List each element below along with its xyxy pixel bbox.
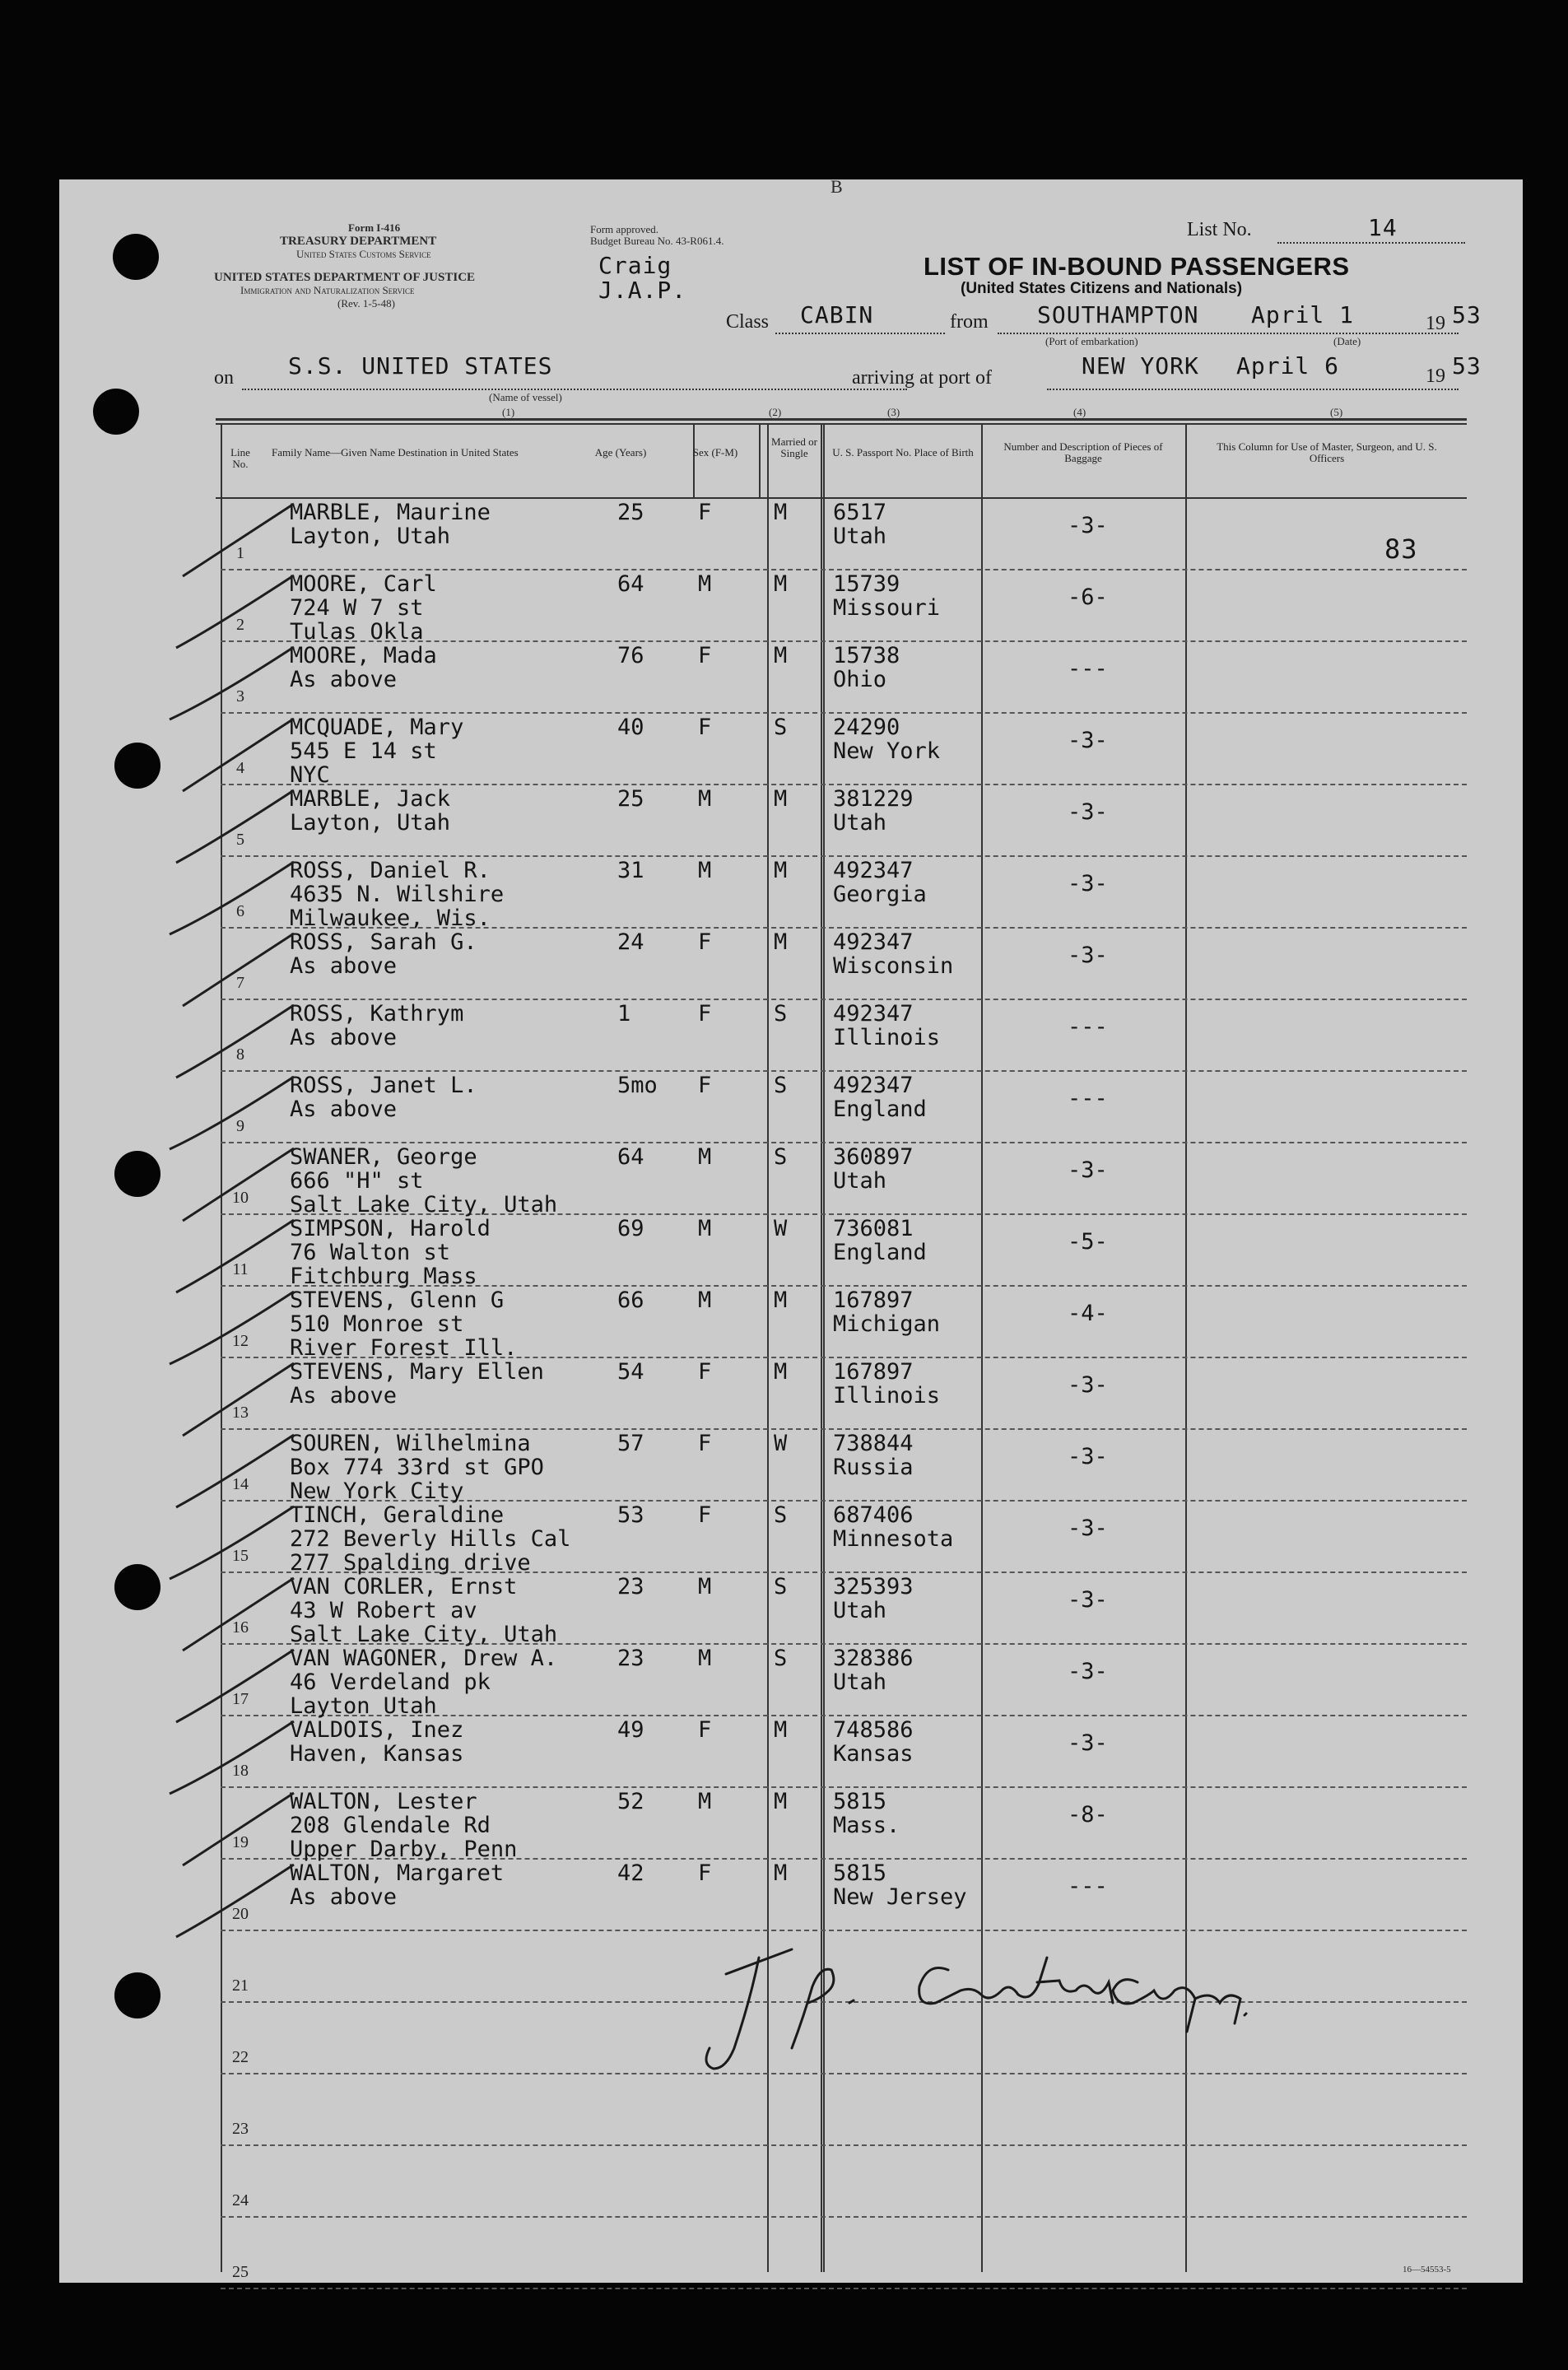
baggage-pieces: -3- [1068, 871, 1108, 896]
baggage-pieces: -3- [1068, 1372, 1108, 1398]
manifest-sheet [59, 176, 1523, 2283]
place-of-birth: Utah [833, 1168, 887, 1194]
line-number: 23 [232, 2120, 249, 2138]
marital-status: S [774, 1502, 788, 1528]
marital-status: M [774, 858, 788, 883]
port-of-embarkation: SOUTHAMPTON [1037, 301, 1199, 328]
passenger-name: VALDOIS, Inez [290, 1717, 464, 1743]
passenger-destination: 724 W 7 st Tulas Okla [290, 595, 424, 645]
passenger-sex: F [698, 1359, 712, 1385]
baggage-pieces: -3- [1068, 728, 1108, 753]
from-label: from [950, 311, 989, 333]
place-of-birth: Mass. [833, 1813, 900, 1838]
year-prefix-1: 19 [1426, 313, 1445, 334]
form-title: LIST OF IN-BOUND PASSENGERS [924, 252, 1350, 281]
line-number: 7 [236, 974, 244, 992]
baggage-pieces: --- [1068, 656, 1108, 682]
embarkation-year: 53 [1452, 301, 1482, 328]
line-number: 4 [236, 759, 244, 777]
passenger-sex: M [698, 1144, 712, 1170]
passenger-sex: F [698, 1001, 712, 1027]
port-embark-caption: (Port of embarkation) [1045, 335, 1138, 347]
baggage-pieces: -4- [1068, 1301, 1108, 1326]
passenger-age: 24 [617, 929, 644, 955]
passenger-age: 40 [617, 715, 644, 740]
form-number: Form I-416 [348, 221, 401, 234]
arrival-date: April 6 [1236, 352, 1340, 379]
passenger-sex: F [698, 715, 712, 740]
passport-number: 748586 [833, 1717, 914, 1743]
baggage-pieces: -3- [1068, 1157, 1108, 1183]
passenger-name: MOORE, Mada [290, 643, 437, 668]
hole-punch [114, 1151, 161, 1197]
check-mark [183, 504, 294, 576]
header-baggage: Number and Description of Pieces of Baggage [1003, 440, 1163, 464]
header-married: Married or Single [771, 435, 817, 459]
passport-number: 738844 [833, 1431, 914, 1456]
passenger-destination: Layton, Utah [290, 810, 451, 836]
passport-number: 360897 [833, 1144, 914, 1170]
row-divider [221, 1786, 1467, 1788]
marital-status: M [774, 643, 788, 668]
arrival-year: 53 [1452, 352, 1482, 379]
line-number: 10 [232, 1189, 249, 1207]
header-sex: Sex (F-M) [692, 446, 738, 459]
check-mark [183, 719, 294, 791]
place-of-birth: Wisconsin [833, 953, 954, 979]
place-of-birth: Utah [833, 1669, 887, 1695]
passenger-destination: 76 Walton st Fitchburg Mass [290, 1240, 477, 1289]
date-caption: (Date) [1333, 335, 1361, 347]
passport-number: 5815 [833, 1860, 887, 1886]
passenger-sex: F [698, 929, 712, 955]
class-value: CABIN [800, 301, 874, 328]
passenger-sex: F [698, 1502, 712, 1528]
passenger-name: STEVENS, Mary Ellen [290, 1359, 544, 1385]
passenger-age: 25 [617, 500, 644, 525]
hole-punch [114, 743, 161, 789]
check-mark [176, 790, 294, 863]
passenger-name: MARBLE, Jack [290, 786, 451, 812]
line-number: 17 [232, 1690, 249, 1708]
passenger-name: SWANER, George [290, 1144, 477, 1170]
header-age: Age (Years) [594, 446, 647, 459]
passenger-name: TINCH, Geraldine [290, 1502, 505, 1528]
line-number: 11 [232, 1260, 249, 1278]
passenger-sex: M [698, 571, 712, 597]
passenger-age: 23 [617, 1574, 644, 1599]
passenger-name: WALTON, Margaret [290, 1860, 505, 1886]
row-divider [221, 2216, 1467, 2218]
header-passport: U. S. Passport No. Place of Birth [832, 446, 974, 459]
passenger-age: 52 [617, 1789, 644, 1814]
passenger-sex: M [698, 858, 712, 883]
year-prefix-2: 19 [1426, 366, 1445, 387]
hole-punch [113, 234, 159, 280]
baggage-pieces: --- [1068, 1014, 1108, 1040]
passenger-sex: M [698, 1216, 712, 1241]
passenger-sex: F [698, 1073, 712, 1098]
place-of-birth: New York [833, 738, 941, 764]
place-of-birth: Kansas [833, 1741, 914, 1767]
passenger-name: VAN CORLER, Ernst [290, 1574, 518, 1599]
marital-status: M [774, 929, 788, 955]
marital-status: S [774, 1001, 788, 1027]
passenger-destination: 545 E 14 st NYC [290, 738, 437, 788]
passenger-sex: F [698, 1431, 712, 1456]
marital-status: M [774, 571, 788, 597]
line-number: 19 [232, 1833, 249, 1851]
line-number: 25 [232, 2263, 249, 2281]
passenger-sex: F [698, 1860, 712, 1886]
check-mark [176, 1435, 294, 1507]
baggage-pieces: -5- [1068, 1229, 1108, 1255]
baggage-pieces: -3- [1068, 1730, 1108, 1756]
vessel-name: S.S. UNITED STATES [288, 352, 553, 379]
check-mark [183, 1793, 294, 1865]
passenger-name: ROSS, Daniel R. [290, 858, 491, 883]
passenger-age: 1 [617, 1001, 631, 1027]
inspector-signature [635, 1925, 1294, 2089]
passenger-destination: Layton, Utah [290, 524, 451, 549]
passenger-sex: M [698, 1646, 712, 1671]
list-no-label: List No. [1187, 219, 1252, 240]
passenger-sex: F [698, 1717, 712, 1743]
baggage-pieces: -3- [1068, 1587, 1108, 1613]
passenger-age: 57 [617, 1431, 644, 1456]
passport-number: 328386 [833, 1646, 914, 1671]
passenger-age: 64 [617, 571, 644, 597]
passport-number: 492347 [833, 1001, 914, 1027]
passport-number: 687406 [833, 1502, 914, 1528]
passenger-age: 5mo [617, 1073, 658, 1098]
form-revision: (Rev. 1-5-48) [337, 297, 395, 310]
check-mark [176, 1650, 294, 1722]
baggage-pieces: -3- [1068, 1516, 1108, 1541]
marital-status: M [774, 1789, 788, 1814]
passenger-name: SIMPSON, Harold [290, 1216, 491, 1241]
row-divider [221, 1070, 1467, 1072]
form-approved: Form approved. [590, 223, 659, 235]
passenger-age: 64 [617, 1144, 644, 1170]
dept-treasury: TREASURY DEPARTMENT [280, 235, 437, 248]
check-mark [176, 1220, 294, 1292]
line-number: 6 [236, 902, 244, 920]
marital-status: S [774, 1646, 788, 1671]
hole-punch [93, 389, 139, 435]
place-of-birth: Ohio [833, 667, 887, 692]
passenger-name: STEVENS, Glenn G [290, 1287, 505, 1313]
place-of-birth: Illinois [833, 1383, 941, 1408]
passenger-name: ROSS, Sarah G. [290, 929, 477, 955]
passport-number: 492347 [833, 1073, 914, 1098]
passenger-destination: As above [290, 1025, 398, 1050]
passenger-name: ROSS, Janet L. [290, 1073, 477, 1098]
passenger-destination: 510 Monroe st River Forest Ill. [290, 1311, 518, 1361]
line-number: 2 [236, 616, 244, 634]
check-marks [59, 179, 306, 1826]
passenger-name: MOORE, Carl [290, 571, 437, 597]
place-of-birth: Michigan [833, 1311, 941, 1337]
dept-immigration: Immigration and Naturalization Service [240, 284, 415, 296]
line-number: 15 [232, 1547, 249, 1565]
col-number-1: (1) [502, 406, 515, 418]
baggage-pieces: -3- [1068, 1444, 1108, 1469]
baggage-pieces: -3- [1068, 513, 1108, 538]
passport-number: 6517 [833, 500, 887, 525]
passenger-age: 23 [617, 1646, 644, 1671]
passenger-age: 53 [617, 1502, 644, 1528]
baggage-pieces: -3- [1068, 943, 1108, 968]
check-mark [183, 1363, 294, 1436]
dept-justice: UNITED STATES DEPARTMENT OF JUSTICE [214, 271, 476, 284]
place-of-birth: England [833, 1240, 927, 1265]
passenger-age: 49 [617, 1717, 644, 1743]
passenger-name: MARBLE, Maurine [290, 500, 491, 525]
check-mark [183, 1578, 294, 1651]
list-no-value: 14 [1368, 214, 1398, 241]
place-of-birth: Georgia [833, 882, 927, 907]
check-mark [170, 1721, 294, 1794]
header-name: Family Name—Given Name Destination in United States [272, 446, 519, 459]
line-number: 14 [232, 1475, 249, 1493]
check-mark [170, 1077, 294, 1149]
vessel-caption: (Name of vessel) [489, 391, 562, 403]
passport-number: 736081 [833, 1216, 914, 1241]
col-number-4: (4) [1073, 406, 1086, 418]
passport-number: 24290 [833, 715, 900, 740]
passenger-sex: M [698, 1789, 712, 1814]
class-label: Class [726, 311, 770, 333]
arriving-label: arriving at port of [852, 367, 992, 389]
baggage-pieces: --- [1068, 1086, 1108, 1111]
passenger-age: 25 [617, 786, 644, 812]
col-number-5: (5) [1330, 406, 1343, 418]
passenger-destination: As above [290, 1884, 398, 1910]
row-divider [221, 1428, 1467, 1430]
row-divider [221, 712, 1467, 714]
marital-status: M [774, 1359, 788, 1385]
marital-status: S [774, 1073, 788, 1098]
check-mark [170, 647, 294, 719]
passenger-destination: Haven, Kansas [290, 1741, 464, 1767]
arrival-port: NEW YORK [1082, 352, 1199, 379]
dept-customs: United States Customs Service [296, 248, 431, 260]
check-mark [176, 575, 294, 648]
place-of-birth: Minnesota [833, 1526, 954, 1552]
check-mark [170, 1506, 294, 1579]
line-number: 1 [236, 544, 244, 562]
passport-number: 492347 [833, 858, 914, 883]
place-of-birth: Utah [833, 1598, 887, 1623]
place-of-birth: Illinois [833, 1025, 941, 1050]
passenger-destination: 4635 N. Wilshire Milwaukee, Wis. [290, 882, 505, 931]
col-number-2: (2) [769, 406, 782, 418]
line-number: 5 [236, 831, 244, 849]
passenger-age: 42 [617, 1860, 644, 1886]
header-officers: This Column for Use of Master, Surgeon, and U. S. Officers [1217, 440, 1437, 464]
passport-number: 325393 [833, 1574, 914, 1599]
marital-status: W [774, 1216, 788, 1241]
row-divider [221, 1142, 1467, 1143]
marital-status: W [774, 1431, 788, 1456]
passenger-destination: As above [290, 667, 398, 692]
check-mark [170, 862, 294, 934]
passenger-age: 31 [617, 858, 644, 883]
marital-status: M [774, 786, 788, 812]
marital-status: S [774, 715, 788, 740]
passport-number: 15739 [833, 571, 900, 597]
embarkation-date: April 1 [1251, 301, 1355, 328]
line-number: 18 [232, 1762, 249, 1780]
passenger-name: ROSS, Kathrym [290, 1001, 464, 1027]
line-number: 12 [232, 1332, 249, 1350]
footer-code: 16—54553-5 [1403, 2265, 1451, 2275]
on-label: on [214, 367, 234, 389]
place-of-birth: Russia [833, 1455, 914, 1480]
typed-jap: J.A.P. [598, 277, 687, 304]
passenger-destination: 666 "H" st Salt Lake City, Utah [290, 1168, 558, 1218]
check-mark [183, 1148, 294, 1221]
passenger-age: 69 [617, 1216, 644, 1241]
row-divider [221, 2144, 1467, 2146]
passenger-age: 76 [617, 643, 644, 668]
row-divider [221, 2288, 1467, 2289]
header-line-no: Line No. [230, 446, 250, 470]
col-number-3: (3) [887, 406, 900, 418]
passenger-destination: 208 Glendale Rd Upper Darby, Penn [290, 1813, 518, 1862]
place-of-birth: New Jersey [833, 1884, 967, 1910]
line-number: 9 [236, 1117, 244, 1135]
hole-punch [114, 1564, 161, 1610]
baggage-pieces: -6- [1068, 584, 1108, 610]
line-number: 8 [236, 1045, 244, 1064]
line-number: 20 [232, 1905, 249, 1923]
check-mark [176, 1005, 294, 1078]
marital-status: M [774, 1287, 788, 1313]
marital-status: M [774, 1860, 788, 1886]
passport-number: 381229 [833, 786, 914, 812]
passenger-sex: M [698, 1287, 712, 1313]
passport-number: 167897 [833, 1287, 914, 1313]
check-mark [176, 1865, 294, 1937]
baggage-pieces: -3- [1068, 799, 1108, 825]
passenger-name: WALTON, Lester [290, 1789, 477, 1814]
marital-status: M [774, 1717, 788, 1743]
passenger-destination: Box 774 33rd st GPO New York City [290, 1455, 544, 1504]
passenger-sex: M [698, 1574, 712, 1599]
marital-status: S [774, 1574, 788, 1599]
baggage-pieces: --- [1068, 1874, 1108, 1899]
passport-number: 5815 [833, 1789, 887, 1814]
officer-note: 83 [1384, 533, 1418, 565]
baggage-pieces: -3- [1068, 1659, 1108, 1684]
passenger-sex: M [698, 786, 712, 812]
marital-status: M [774, 500, 788, 525]
budget-bureau: Budget Bureau No. 43-R061.4. [590, 235, 724, 247]
line-number: 16 [232, 1618, 249, 1637]
line-number: 21 [232, 1977, 249, 1995]
row-divider [221, 569, 1467, 570]
passenger-sex: F [698, 643, 712, 668]
hole-punch [114, 1972, 161, 2018]
passenger-destination: 46 Verdeland pk Layton Utah [290, 1669, 491, 1719]
place-of-birth: Utah [833, 524, 887, 549]
passenger-destination: As above [290, 1097, 398, 1122]
passenger-destination: As above [290, 953, 398, 979]
line-number: 22 [232, 2048, 249, 2066]
passport-number: 167897 [833, 1359, 914, 1385]
place-of-birth: Utah [833, 810, 887, 836]
typed-craig: Craig [598, 252, 672, 279]
passenger-age: 54 [617, 1359, 644, 1385]
line-number: 13 [232, 1404, 249, 1422]
passenger-name: MCQUADE, Mary [290, 715, 464, 740]
passenger-destination: As above [290, 1383, 398, 1408]
sheet-letter: B [831, 176, 843, 197]
passenger-destination: 43 W Robert av Salt Lake City, Utah [290, 1598, 558, 1647]
check-mark [183, 934, 294, 1006]
row-divider [221, 855, 1467, 857]
form-subtitle: (United States Citizens and Nationals) [961, 280, 1243, 297]
check-mark [170, 1292, 294, 1364]
baggage-pieces: -8- [1068, 1802, 1108, 1828]
passenger-sex: F [698, 500, 712, 525]
passport-number: 492347 [833, 929, 914, 955]
place-of-birth: Missouri [833, 595, 941, 621]
marital-status: S [774, 1144, 788, 1170]
line-number: 24 [232, 2191, 249, 2209]
passenger-age: 66 [617, 1287, 644, 1313]
line-number: 3 [236, 687, 244, 705]
place-of-birth: England [833, 1097, 927, 1122]
passport-number: 15738 [833, 643, 900, 668]
row-divider [221, 999, 1467, 1000]
passenger-destination: 272 Beverly Hills Cal 277 Spalding drive [290, 1526, 571, 1576]
passenger-name: SOUREN, Wilhelmina [290, 1431, 531, 1456]
passenger-name: VAN WAGONER, Drew A. [290, 1646, 558, 1671]
